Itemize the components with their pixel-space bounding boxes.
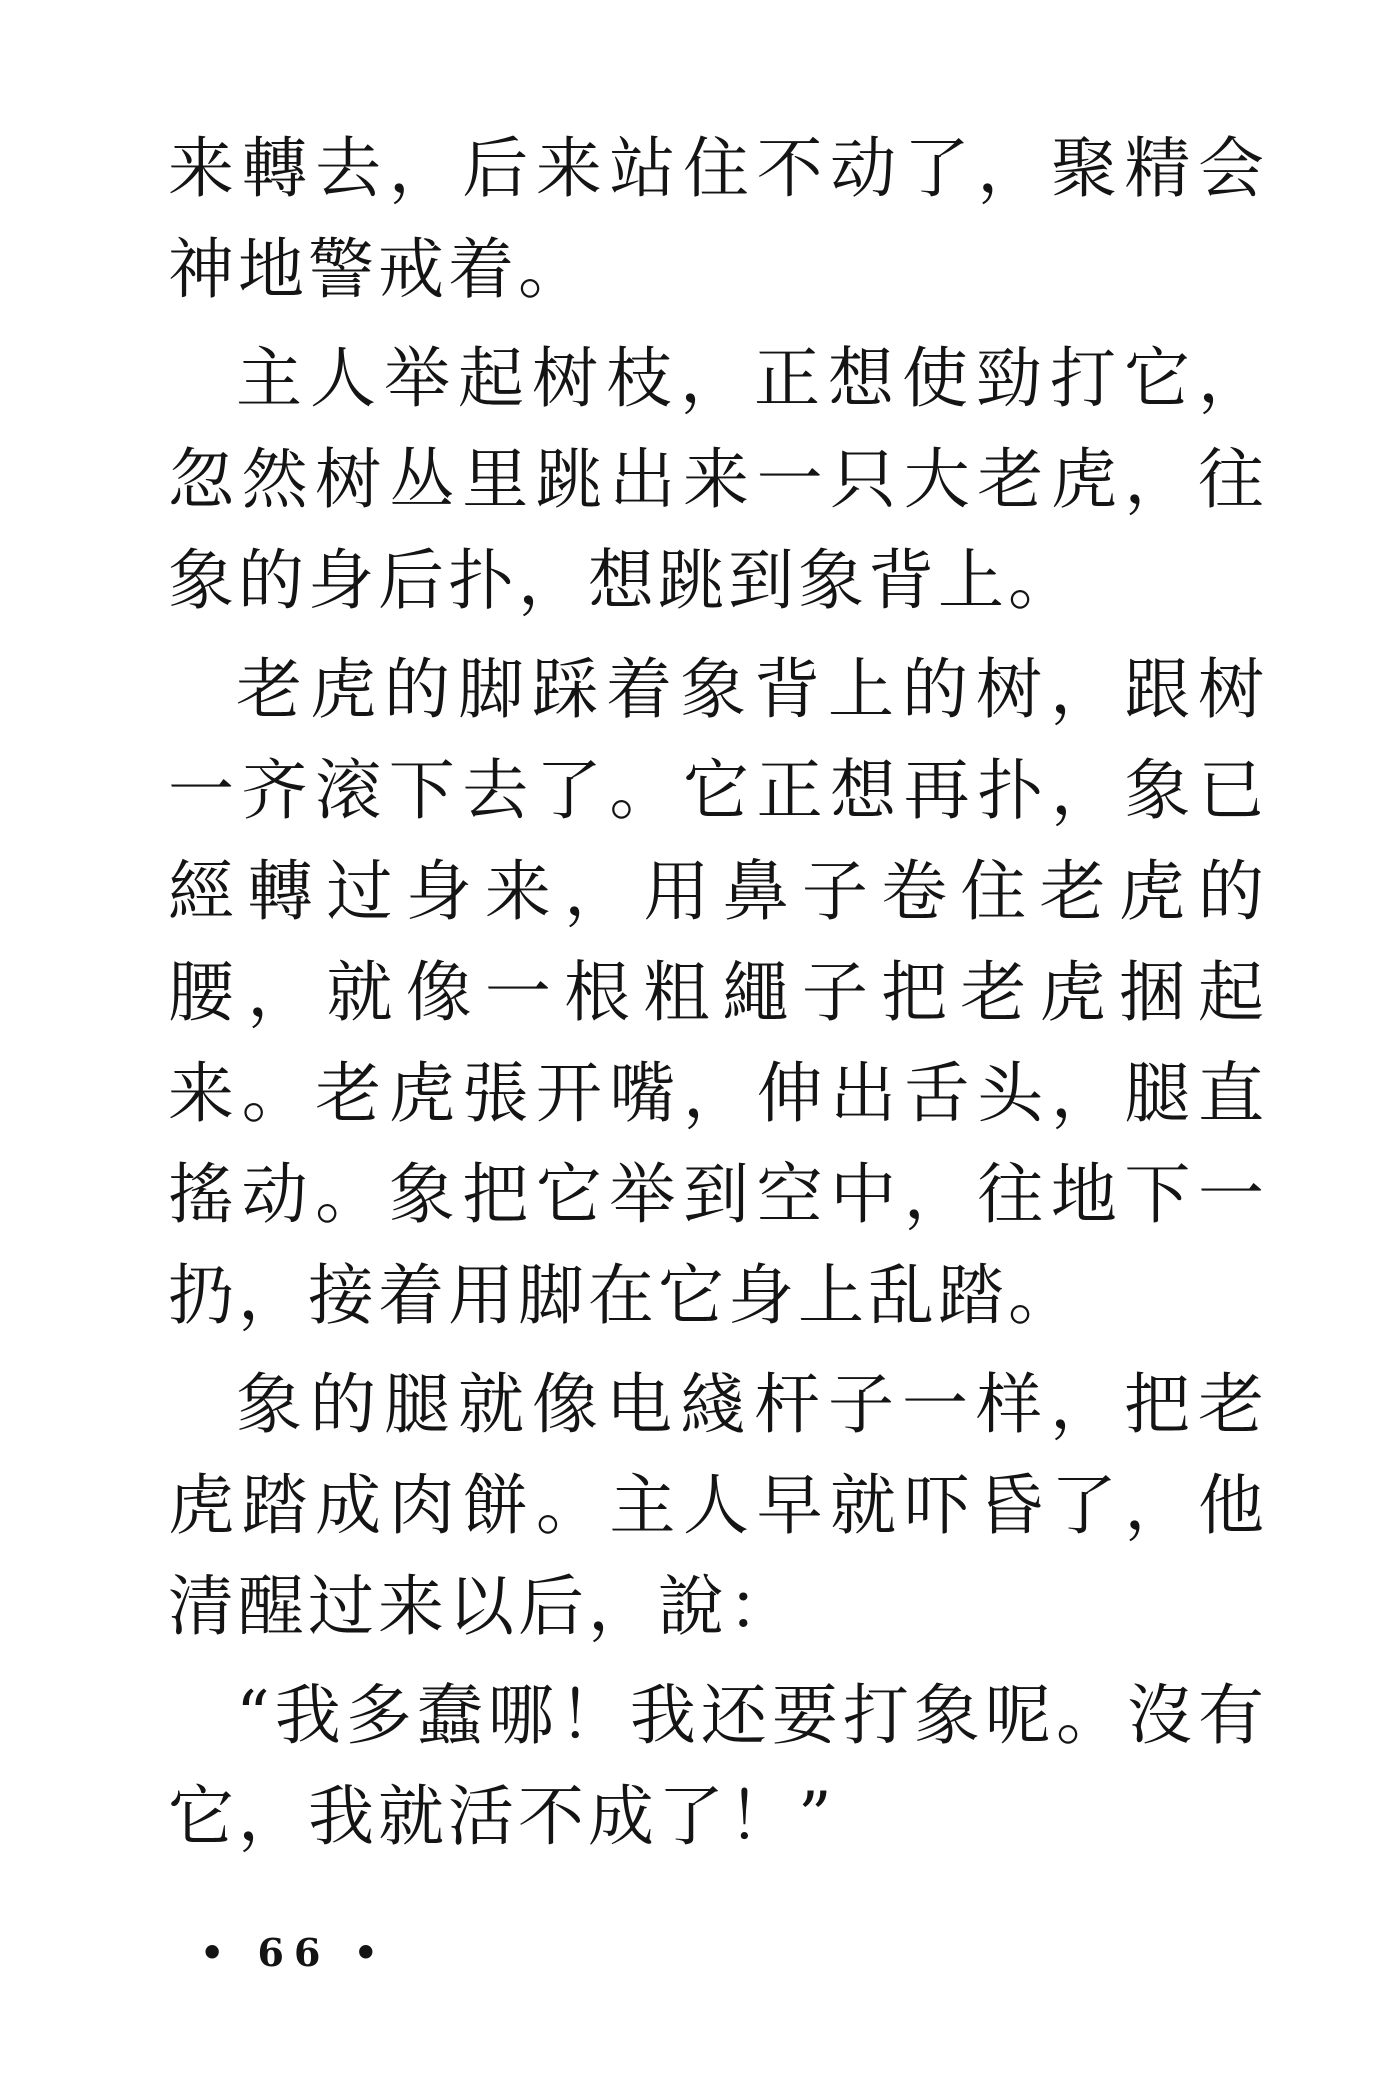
page-number: • 66 • xyxy=(200,1930,388,1975)
body-text xyxy=(168,118,1268,1875)
paragraph: 象的腿就像电綫杆子一样，把老虎踏成肉餅。主人早就吓昏了，他清醒过来以后，說： xyxy=(168,1366,1268,1645)
paragraph-continued: 来轉去，后来站住不动了，聚精会神地警戒着。 xyxy=(168,130,1268,308)
paragraph: 主人举起树枝，正想使勁打它，忽然树丛里跳出来一只大老虎，往象的身后扑，想跳到象背上。 xyxy=(168,340,1268,619)
paragraph: 老虎的脚踩着象背上的树，跟树一齐滚下去了。它正想再扑，象已經轉过身来，用鼻子卷住老虎的腰，就像一根粗繩子把老虎捆起来。老虎張开嘴，伸出舌头，腿直搖动。象把它举到空中，往地下一扔，接着用脚在它身上乱踏。 xyxy=(168,651,1268,1334)
quote-paragraph: “我多蠢哪！我还要打象呢。沒有它，我就活不成了！” xyxy=(168,1677,1268,1855)
